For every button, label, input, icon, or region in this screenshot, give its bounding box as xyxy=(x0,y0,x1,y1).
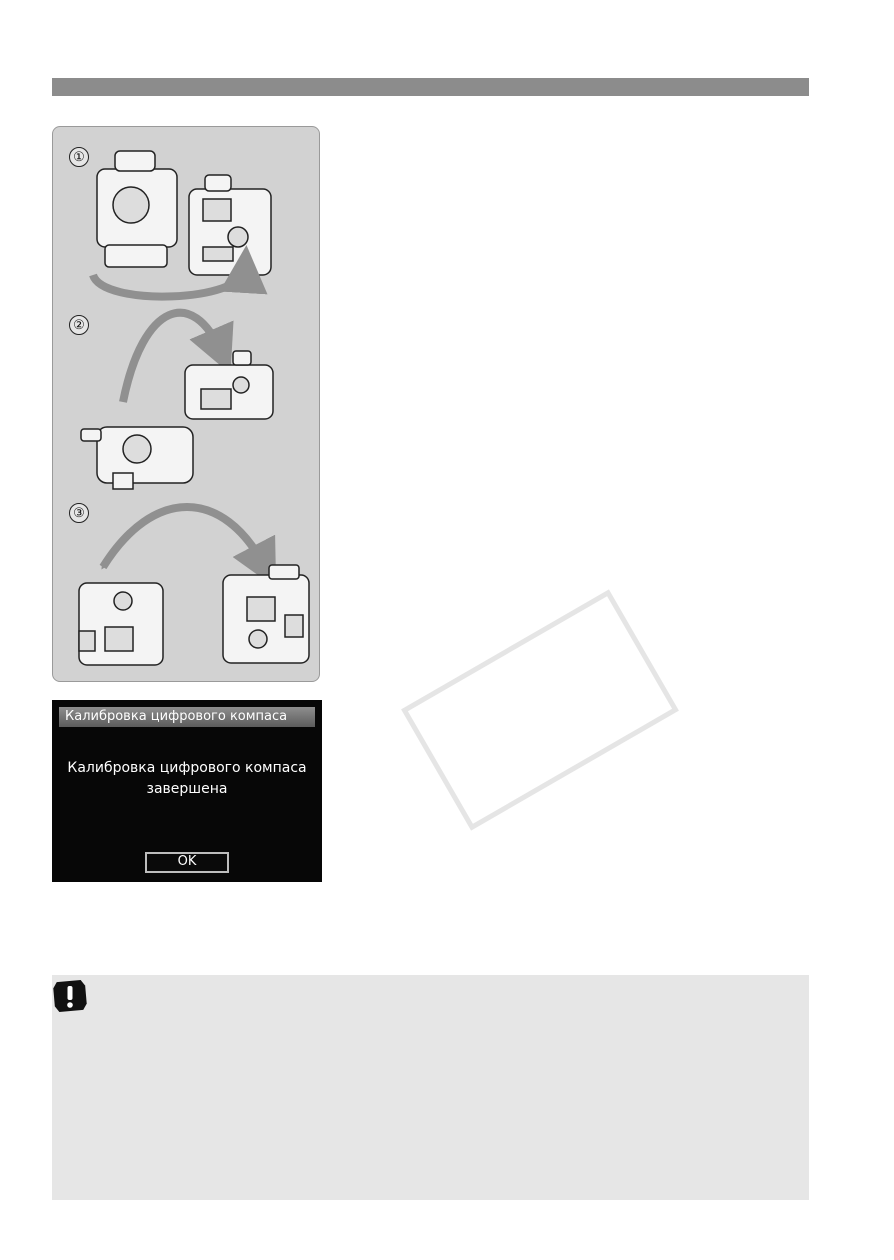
lcd-message xyxy=(52,758,322,800)
step-3-label: ③ xyxy=(69,503,89,523)
calibration-illustration xyxy=(53,127,321,683)
camera-top-icon xyxy=(81,427,193,489)
caution-box xyxy=(52,975,809,1200)
step-1-label: ① xyxy=(69,147,89,167)
camera-bottom-icon xyxy=(185,351,273,419)
camera-lcd-screen xyxy=(52,700,322,882)
camera-left-side-icon xyxy=(79,583,163,665)
lcd-menu-title: Калибровка цифрового компаса xyxy=(59,707,315,727)
watermark-frame xyxy=(401,589,679,830)
section-header-bar xyxy=(52,78,809,96)
camera-back-icon xyxy=(189,175,271,275)
calibration-illustration-panel xyxy=(52,126,320,682)
caution-icon xyxy=(52,979,88,1013)
ok-button[interactable]: OK xyxy=(145,852,229,873)
lcd-message-line-1: Калибровка цифрового компаса xyxy=(67,760,307,776)
lcd-message-line-2: завершена xyxy=(146,781,228,797)
step-2-label: ② xyxy=(69,315,89,335)
camera-front-icon xyxy=(97,151,177,267)
rotate-arrow-3 xyxy=(103,507,265,567)
camera-right-side-icon xyxy=(223,565,309,663)
